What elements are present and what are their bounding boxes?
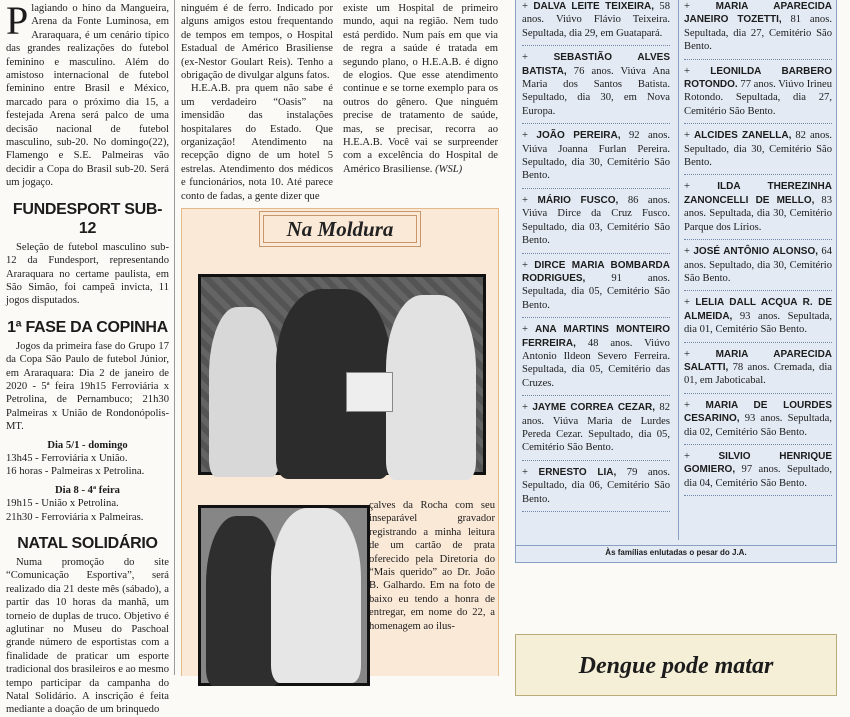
obituary-details: 92 anos. Viúva Joanna Furlan Pereira. Sepultado, dia 30, Cemitério São Bento. xyxy=(522,130,671,182)
obituary-details: 48 anos. Viúvo Antonio Ildeon Severo Ferreira. Sepultada, dia 05, Cemitério das Cruzes. xyxy=(522,337,670,389)
obituary-details: 86 anos. Viúva Dirce da Cruz Fusco. Sepultado, dia 03, Cemitério São Bento. xyxy=(522,194,671,247)
na-moldura-title: Na Moldura xyxy=(263,215,417,243)
obituaries-col2 xyxy=(684,0,832,501)
dengue-title: Dengue pode matar xyxy=(578,653,774,679)
signature: (WSL) xyxy=(435,163,463,175)
heading-natal: NATAL SOLIDÁRIO xyxy=(17,535,158,552)
obituary-entry: + DALVA LEITE TEIXEIRA, 58 anos. Viúvo Flávio Teixeira. Sepultada, dia 29, em Guatapará. xyxy=(522,0,670,46)
obituary-name: JOSÉ ANTÔNIO ALONSO, xyxy=(693,246,819,258)
obituary-details: 77 anos. Viúvo Irineu Rotondo. Sepultada, dia 27, Cemitério São Bento. xyxy=(684,79,832,117)
obituary-entry: + JOSÉ ANTÔNIO ALONSO, 64 anos. Sepultado, dia 30, Cemitério São Bento. xyxy=(684,245,832,291)
obituary-details: 91 anos. Sepultada, dia 05, Cemitério São Bento. xyxy=(522,272,670,311)
obituary-entry: + ANA MARTINS MONTEIRO FERREIRA, 48 anos. Viúvo Antonio Ildeon Severo Ferreira. Sepultada, dia 05, Cemitério das Cruzes. xyxy=(522,323,670,396)
fundesport-text: Seleção de futebol masculino sub-12 da Fundesport, representando Araraquara no certame paulista, em São Simão, foi campeã invicta, 11 jogos disputados. xyxy=(6,241,169,307)
obituary-name: MÁRIO FUSCO, xyxy=(537,194,619,206)
obituary-entry: + DIRCE MARIA BOMBARDA RODRIGUES, 91 anos. Sepultada, dia 05, Cemitério São Bento. xyxy=(522,259,670,319)
photo-top xyxy=(198,274,486,475)
obituary-entry: + JAYME CORREA CEZAR, 82 anos. Viúva Maria de Lurdes Pereda Cezar. Sepultado, dia 05, Cemitério São Bento. xyxy=(522,401,670,461)
obituary-name: SILVIO HENRIQUE GOMIERO, xyxy=(684,450,833,476)
column-divider xyxy=(174,0,175,675)
photo-bottom xyxy=(198,505,370,686)
obituary-name: SEBASTIÃO ALVES BATISTA, xyxy=(522,52,670,77)
obituary-name: DIRCE MARIA BOMBARDA RODRIGUES, xyxy=(522,259,671,284)
photo-bottom-person-right xyxy=(271,508,361,683)
moldura-caption-text: çalves da Rocha com seu inseparável gravador registrando a minha leitura de um cartão de prata oferecido pela Diretoria do “Mais querido” ao Dr. João B. Galhardo. Em na foto de baixo eu tendo a honra de entregar, em nome do 22, a homenagem ao ilus- xyxy=(369,500,495,632)
obituary-details: 93 anos. Sepultada, dia 01, Cemitério São Bento. xyxy=(684,310,832,336)
obituary-name: MARIA APARECIDA SALATTI, xyxy=(684,348,833,373)
obituary-name: MARIA DE LOURDES CESARINO, xyxy=(684,399,832,425)
photo-person-right xyxy=(386,295,476,480)
right-text-column xyxy=(343,2,498,176)
moldura-caption xyxy=(369,499,495,633)
obituary-entry: + MARIA APARECIDA SALATTI, 78 anos. Cremada, dia 01, em Jaboticabal. xyxy=(684,348,832,394)
day1-heading: Dia 5/1 - domingo xyxy=(47,439,128,451)
obituary-entry: + SEBASTIÃO ALVES BATISTA, 76 anos. Viúva Ana Maria dos Santos Batista. Sepultado, dia 30, em Nova Europa. xyxy=(522,51,670,124)
day2-heading: Dia 8 - 4ª feira xyxy=(55,484,120,496)
middle-column xyxy=(181,2,333,203)
obituary-details: 93 anos. Sepultada, dia 02, Cemitério São Bento. xyxy=(684,413,832,438)
photo-person-left xyxy=(209,307,279,477)
obituary-entry: + ILDA THEREZINHA ZANONCELLI DE MELLO, 83 anos. Sepultada, dia 30, Cemitério Parque dos Lírios. xyxy=(684,180,832,240)
photo-card xyxy=(346,372,393,412)
middle-text-2: H.E.A.B. pra quem não sabe é um verdadeiro “Oasis” na imensidão das instalações hospitalares do Estado. Que organização! Atendimento na recepção digno de um hotel 5 estrelas. Atendimento dos médicos e funcionários, nota 10. Até parece conto de fadas, a gente dizer que xyxy=(181,83,333,202)
obituary-details: 64 anos. Sepultado, dia 30, Cemitério São Bento. xyxy=(684,246,832,284)
obituary-entry: + ALCIDES ZANELLA, 82 anos. Sepultado, dia 30, Cemitério São Bento. xyxy=(684,129,832,175)
dropcap: P xyxy=(6,0,29,43)
obituaries-col1 xyxy=(522,0,670,517)
day1-line1: 13h45 - Ferroviária x União. xyxy=(6,452,128,464)
obituary-name: ILDA THEREZINHA ZANONCELLI DE MELLO, xyxy=(684,181,832,206)
day2-line2: 21h30 - Ferroviária x Palmeiras. xyxy=(6,511,144,523)
obituary-name: LELIA DALL ACQUA R. DE ALMEIDA, xyxy=(684,297,832,322)
obituary-entry: + ERNESTO LIA, 79 anos. Sepultado, dia 06, Cemitério São Bento. xyxy=(522,466,670,512)
dengue-box xyxy=(515,634,837,696)
intro-text: lagiando o hino da Mangueira, Arena da Fonte Luminosa, em Araraquara, é um cenário típico das grandes realizações do futebol feminino e masculino. Além do amistoso internacional de futebol feminino entre Brasil e México, marcado para o próximo dia 15, a festejada Arena será palco de uma decisão nacional de futebol masculino, sub-20. No domingo(22), Flamengo e S.E. Palmeiras vão decidir a Copa do Brasil sub-20. Será um jogaço. xyxy=(6,3,169,189)
obituary-details: 97 anos. Sepultado, dia 04, Cemitério São Bento. xyxy=(684,464,832,489)
heading-fundesport: FUNDESPORT SUB-12 xyxy=(12,200,163,237)
day1-line2: 16 horas - Palmeiras x Petrolina. xyxy=(6,466,145,478)
left-column xyxy=(6,2,169,717)
obituary-entry: + LELIA DALL ACQUA R. DE ALMEIDA, 93 anos. Sepultada, dia 01, Cemitério São Bento. xyxy=(684,296,832,342)
middle-text-1: ninguém é de ferro. Indicado por alguns amigos estou frequentando de tempos em tempos, o Hospital Estadual de Américo Brasiliense (ex-Nestor Goulart Reis). Tenho a obrigação de divulgar alguns fatos. xyxy=(181,3,333,82)
obituary-divider xyxy=(678,0,679,540)
obituaries-box xyxy=(515,0,837,563)
obituary-name: ALCIDES ZANELLA, xyxy=(693,130,792,142)
obituary-entry: + MARIA APARECIDA JANEIRO TOZETTI, 81 anos. Sepultada, dia 27, Cemitério São Bento. xyxy=(684,0,832,60)
obituary-details: 82 anos. Viúva Maria de Lurdes Pereda Cezar. Sepultado, dia 05, Cemitério São Bento. xyxy=(522,402,670,454)
photo-bottom-person-left xyxy=(206,516,281,686)
obituary-details: 78 anos. Cremada, dia 01, em Jaboticabal. xyxy=(684,361,832,387)
day2-line1: 19h15 - União x Petrolina. xyxy=(6,498,119,510)
obituary-name: ERNESTO LIA, xyxy=(538,466,617,478)
obituary-entry: + JOÃO PEREIRA, 92 anos. Viúva Joanna Furlan Pereira. Sepultado, dia 30, Cemitério São Bento. xyxy=(522,129,670,189)
copinha-text: Jogos da primeira fase do Grupo 17 da Copa São Paulo de futebol Júnior, em Araraquara: Dia 2 de janeiro de 2020 - 5ª feira 19h15 Ferroviária x Petrolina, de Pernambuco; 21h30 Palmeiras x União de Rondonópolis-MT. xyxy=(6,340,169,433)
obituary-name: DALVA LEITE TEIXEIRA, xyxy=(533,1,655,12)
heading-copinha: 1ª FASE DA COPINHA xyxy=(7,318,168,336)
obituary-name: LEONILDA BARBERO ROTONDO. xyxy=(684,65,833,91)
obituary-entry: + MARIA DE LOURDES CESARINO, 93 anos. Sepultada, dia 02, Cemitério São Bento. xyxy=(684,399,832,445)
obituary-name: JAYME CORREA CEZAR, xyxy=(532,402,656,414)
obituary-details: 83 anos. Sepultada, dia 30, Cemitério Parque dos Lírios. xyxy=(684,194,832,233)
obituary-name: ANA MARTINS MONTEIRO FERREIRA, xyxy=(522,324,670,349)
obituary-details: 81 anos. Sepultada, dia 27, Cemitério São Bento. xyxy=(684,14,832,53)
obituary-details: 79 anos. Sepultado, dia 06, Cemitério São Bento. xyxy=(522,466,671,505)
obituary-name: JOÃO PEREIRA, xyxy=(536,130,621,142)
obituary-entry: + MÁRIO FUSCO, 86 anos. Viúva Dirce da Cruz Fusco. Sepultado, dia 03, Cemitério São Bento. xyxy=(522,194,670,254)
obituaries-footer: Às famílias enlutadas o pesar do J.A. xyxy=(516,545,836,557)
right-text: existe um Hospital de primeiro mundo, aqui na região. Nem tudo está perdido. Num país em que via de regra a saúde é tratada em segundo plano, o H.E.A.B. é digno de elogios. Que esse atendimento continue e se torne exemplo para os outros do gênero. Que ninguém precise de tratamento de saúde, mas, se precisar, recorra ao H.E.A.B. Você vai se surpreender com a excelência do Hospital de Américo Brasiliense. xyxy=(343,3,498,175)
obituary-details: 76 anos. Viúva Ana Maria dos Santos Batista. Sepultado, dia 30, em Nova Europa. xyxy=(522,65,671,117)
obituary-name: MARIA APARECIDA JANEIRO TOZETTI, xyxy=(684,1,833,26)
obituary-details: 58 anos. Viúvo Flávio Teixeira. Sepultada, dia 29, em Guatapará. xyxy=(522,1,670,39)
obituary-entry: + LEONILDA BARBERO ROTONDO. 77 anos. Viúvo Irineu Rotondo. Sepultada, dia 27, Cemitério São Bento. xyxy=(684,65,832,125)
natal-text: Numa promoção do site “Comunicação Esportiva”, será realizado dia 21 deste mês (sábado), a partir das 10 horas da manhã, um torneio de duplas de truco. Objetivo é aglutinar no Museu do Paschoal grande número de esportistas com a finalidade de praticar um esporte tradicional dos brasileiros e ao mesmo tempo participar da campanha do Natal Solidário. A inscrição é feita mediante a doação de um brinquedo xyxy=(6,557,169,716)
obituary-entry: + SILVIO HENRIQUE GOMIERO, 97 anos. Sepultado, dia 04, Cemitério São Bento. xyxy=(684,450,832,496)
obituary-details: 82 anos. Sepultado, dia 30, Cemitério São Bento. xyxy=(684,130,833,169)
